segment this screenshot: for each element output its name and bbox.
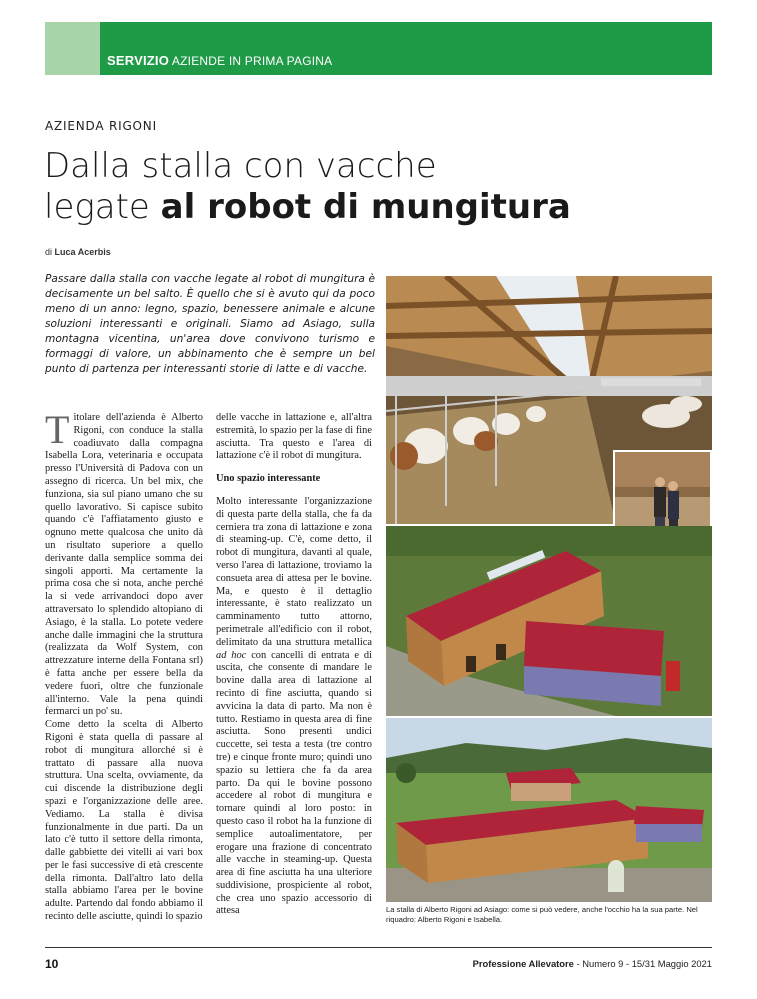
body-text-b: con cancelli di entrata e di uscita, che consente di mandare le bovine dalla area di lattazione al recinto di fine asciutta, quando si avvicina la data di parto. Ma non è tutto. Restiamo in questa area di fine asciutta. Sono presenti undici cuccette, sei testa a testa (tre contro tre) e cinque fronte muro; quindi uno spazio su lettiera che fa da area parto. Da qui le bovine possono accedere al robot di mungitura e tornare quindi al loro posto: in questo caso il robot ha la funzione di semplice autoalimentatore, per erogare una frazione di concentrato alle vacche in steaming-up. Questa area di fine asciutta ha una ulteriore suddivisione, prospiciente al robot, che crea uno spazio accessorio di attesa — [216, 649, 372, 917]
subheading: Uno spazio interessante — [216, 473, 321, 485]
header-accent-block — [45, 22, 100, 75]
drop-cap: T — [45, 407, 70, 452]
page-number: 10 — [45, 957, 59, 971]
author-name: Luca Acerbis — [54, 247, 111, 257]
body-text-a: Molto interessante l'organizzazione di questa parte della stalla, che fa da cerniera tra zona di lattazione e zona di steaming-up. C'è, come detto, il robot di mungitura, davanti al quale, verso l'area di lattazione, troviamo la consueta area di attesa per le bovine. Ma, e questo è il dettaglio interessante, è stato realizzato un camminamento tutto attorno, perimetrale all'edificio con il robot, delimitato da una struttura metallica — [216, 495, 372, 648]
photo-caption: La stalla di Alberto Rigoni ad Asiago: come si può vedere, anche l'occhio ha la sua parte. Nel riquadro: Alberto Rigoni e Isabella. — [386, 905, 698, 924]
article-kicker: AZIENDA RIGONI — [45, 119, 157, 133]
issue-info: - Numero 9 - 15/31 Maggio 2021 — [573, 958, 712, 969]
farm-landscape-photo — [386, 718, 712, 902]
section-header-band — [45, 22, 712, 75]
publication-info — [473, 958, 712, 969]
body-paragraph — [45, 407, 203, 719]
aerial-barn-photo — [386, 526, 712, 716]
article-title — [44, 146, 571, 228]
title-line-2-plain: legate — [44, 187, 161, 227]
body-text: itolare dell'azienda è Alberto Rigoni, con conduce la stalla coadiuvato dalla compagna Isabella Lora, veterinaria e occupata presso l'Università di Padova con un assegno di ricerca. Un bel mix, che funziona, sia sul piano umano che su quello lavorativo. Si capisce subito quando c'è l'affiatamento giusto e ognuno mette qualcosa che unito dà un risultato superiore a quello derivante dalla semplice somma dei singoli apporti. Ma certamente la prima cosa che si nota, anche perché la si vede arrivandoci dopo aver attraversato lo splendido altopiano di Asiago, è la stalla. Lo potete vedere anche dalle immagini che la struttura (realizzata da Wolf System, con attrezzature interne della Fontana srl) è fatta anche per essere bella da vedere fuori, oltre che funzionale all'interno. Vale la pena quindi fermarci un po' su. — [45, 412, 203, 718]
subsection-name: AZIENDE IN PRIMA PAGINA — [171, 54, 333, 68]
publication-name: Professione Allevatore — [472, 958, 574, 969]
body-paragraph-3: delle vacche in lattazione e, all'altra estremità, lo spazio per la fase di fine asciutta. Tra questo e l'area di lattazione c'è il robot di mungitura. — [216, 412, 372, 462]
title-line-1: Dalla stalla con vacche — [44, 146, 437, 186]
italic-term: ad hoc — [216, 649, 247, 661]
body-column-1 — [45, 407, 203, 924]
section-name: SERVIZIO — [107, 53, 170, 68]
footer-divider — [45, 947, 712, 948]
body-paragraph-4 — [216, 496, 372, 918]
section-header-text — [107, 53, 332, 68]
byline — [45, 247, 111, 257]
byline-prefix: di — [45, 247, 55, 257]
article-lead: Passare dalla stalla con vacche legate al robot di mungitura è decisamente un bel salto. È quello che si è avuto qui da poco meno di un anno: legno, spazio, benessere animale e alcune soluzioni interessanti e originali. Siamo ad Asiago, sulla montagna vicentina, un'area dove convivono turismo e formaggi di valore, un abbinamento che è sempre un bel punto di partenza per interessanti storie di latte e di vacche. — [45, 273, 375, 375]
title-line-2-bold: al robot di mungitura — [160, 187, 571, 227]
body-column-2 — [216, 412, 372, 918]
body-paragraph-2: Come detto la scelta di Alberto Rigoni è stata quella di passare al robot di mungitura allorché si è trattato di passare alla nuova struttura. Una scelta, ovviamente, da cui discende la distribuzione degli spazi e l'organizzazione delle aree. Vediamo. La stalla è divisa funzionalmente in due parti. Da un lato c'è tutto il settore della rimonta, dalle gabbiette dei vitelli ai vari box per le fasi successive di età crescente della rimonta. Dall'altro lato della stalla abbiamo l'area per le bovine adulte. Partendo dal fondo abbiamo il recinto delle asciutte, quindi lo spazio — [45, 719, 203, 923]
